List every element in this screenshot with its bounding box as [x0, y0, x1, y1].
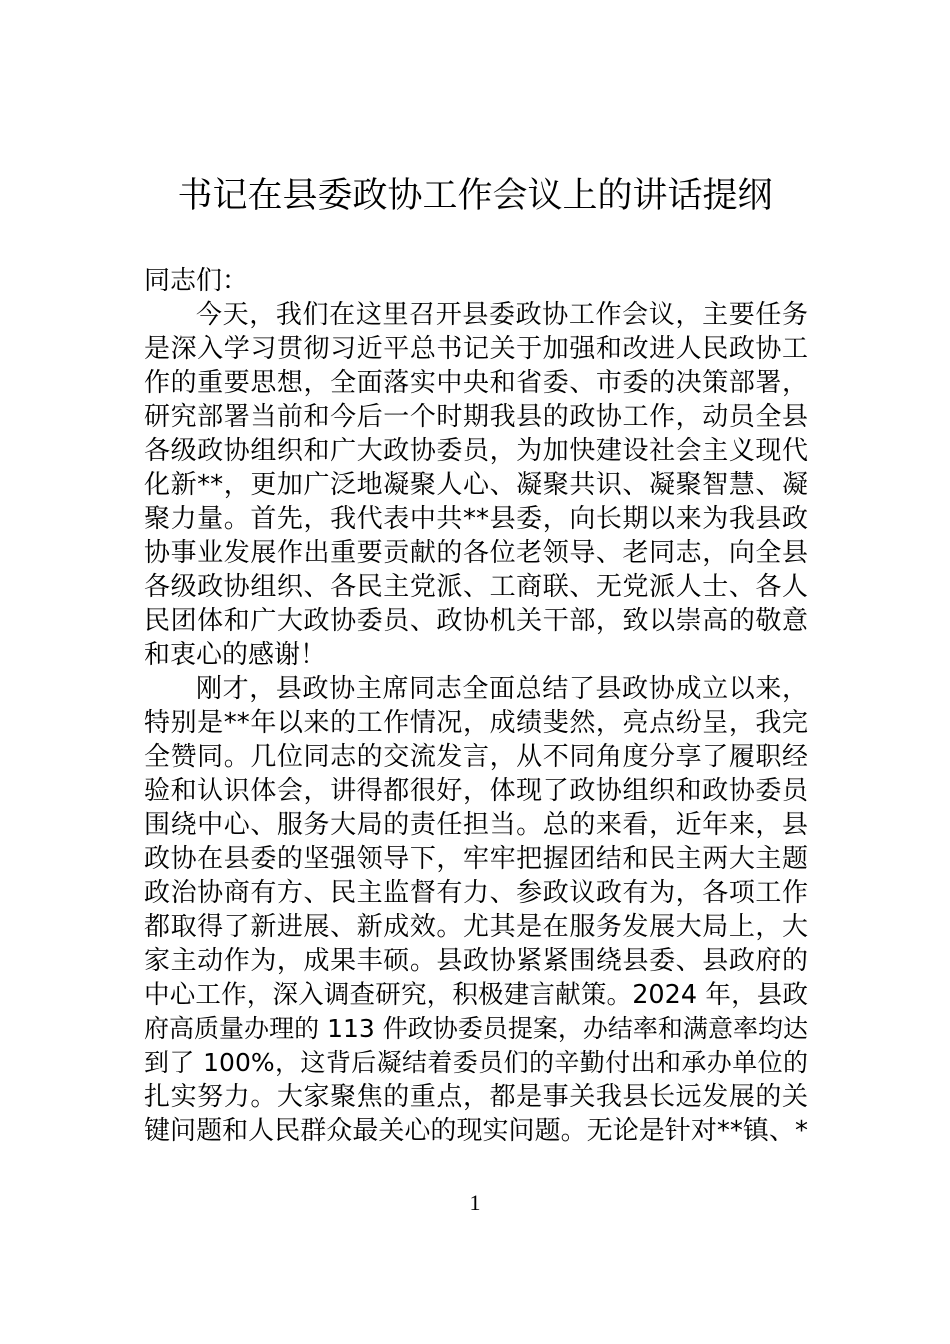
paragraph-line: 特别是**年以来的工作情况，成绩斐然，亮点纷呈，我完: [144, 708, 808, 738]
paragraph-2: [144, 672, 808, 1148]
paragraph-1: [144, 298, 808, 672]
paragraph-line: 各级政协组织和广大政协委员，为加快建设社会主义现代: [144, 436, 808, 466]
paragraph-line: 化新**，更加广泛地凝聚人心、凝聚共识、凝聚智慧、凝: [144, 470, 808, 500]
paragraph-line: 全赞同。几位同志的交流发言，从不同角度分享了履职经: [144, 742, 808, 772]
paragraph-line: 政协在县委的坚强领导下，牢牢把握团结和民主两大主题: [144, 844, 808, 874]
paragraph-line: 中心工作，深入调查研究，积极建言献策。2024 年，县政: [144, 980, 808, 1010]
paragraph-line: 民团体和广大政协委员、政协机关干部，致以崇高的敬意: [144, 606, 808, 636]
paragraph-line: 今天，我们在这里召开县委政协工作会议，主要任务: [196, 300, 808, 330]
paragraph-line: 刚才，县政协主席同志全面总结了县政协成立以来，: [196, 674, 808, 704]
paragraph-line: 家主动作为，成果丰硕。县政协紧紧围绕县委、县政府的: [144, 946, 808, 976]
paragraph-line: 键问题和人民群众最关心的现实问题。无论是针对**镇、*: [144, 1116, 808, 1146]
paragraph-line: 验和认识体会，讲得都很好，体现了政协组织和政协委员: [144, 776, 808, 806]
page-number: 1: [469, 1190, 481, 1215]
paragraph-line: 是深入学习贯彻习近平总书记关于加强和改进人民政协工: [144, 334, 808, 364]
salutation: 同志们：: [144, 266, 249, 296]
document-title: 书记在县委政协工作会议上的讲话提纲: [177, 176, 773, 216]
paragraph-line: 府高质量办理的 113 件政协委员提案，办结率和满意率均达: [144, 1014, 808, 1043]
paragraph-line: 作的重要思想，全面落实中央和省委、市委的决策部署，: [144, 368, 808, 398]
paragraph-line: 都取得了新进展、新成效。尤其是在服务发展大局上，大: [144, 912, 808, 942]
paragraph-line: 和衷心的感谢！: [144, 640, 327, 670]
paragraph-line: 各级政协组织、各民主党派、工商联、无党派人士、各人: [144, 572, 808, 602]
paragraph-line: 协事业发展作出重要贡献的各位老领导、老同志，向全县: [144, 538, 808, 568]
paragraph-line: 政治协商有方、民主监督有力、参政议政有为，各项工作: [144, 878, 808, 908]
paragraph-line: 到了 100%，这背后凝结着委员们的辛勤付出和承办单位的: [144, 1048, 808, 1077]
paragraph-line: 研究部署当前和今后一个时期我县的政协工作，动员全县: [144, 402, 808, 432]
paragraph-line: 围绕中心、服务大局的责任担当。总的来看，近年来，县: [144, 810, 808, 840]
paragraph-line: 聚力量。首先，我代表中共**县委，向长期以来为我县政: [144, 504, 808, 534]
paragraph-line: 扎实努力。大家聚焦的重点，都是事关我县长远发展的关: [144, 1082, 808, 1112]
document-body: [144, 264, 808, 1148]
